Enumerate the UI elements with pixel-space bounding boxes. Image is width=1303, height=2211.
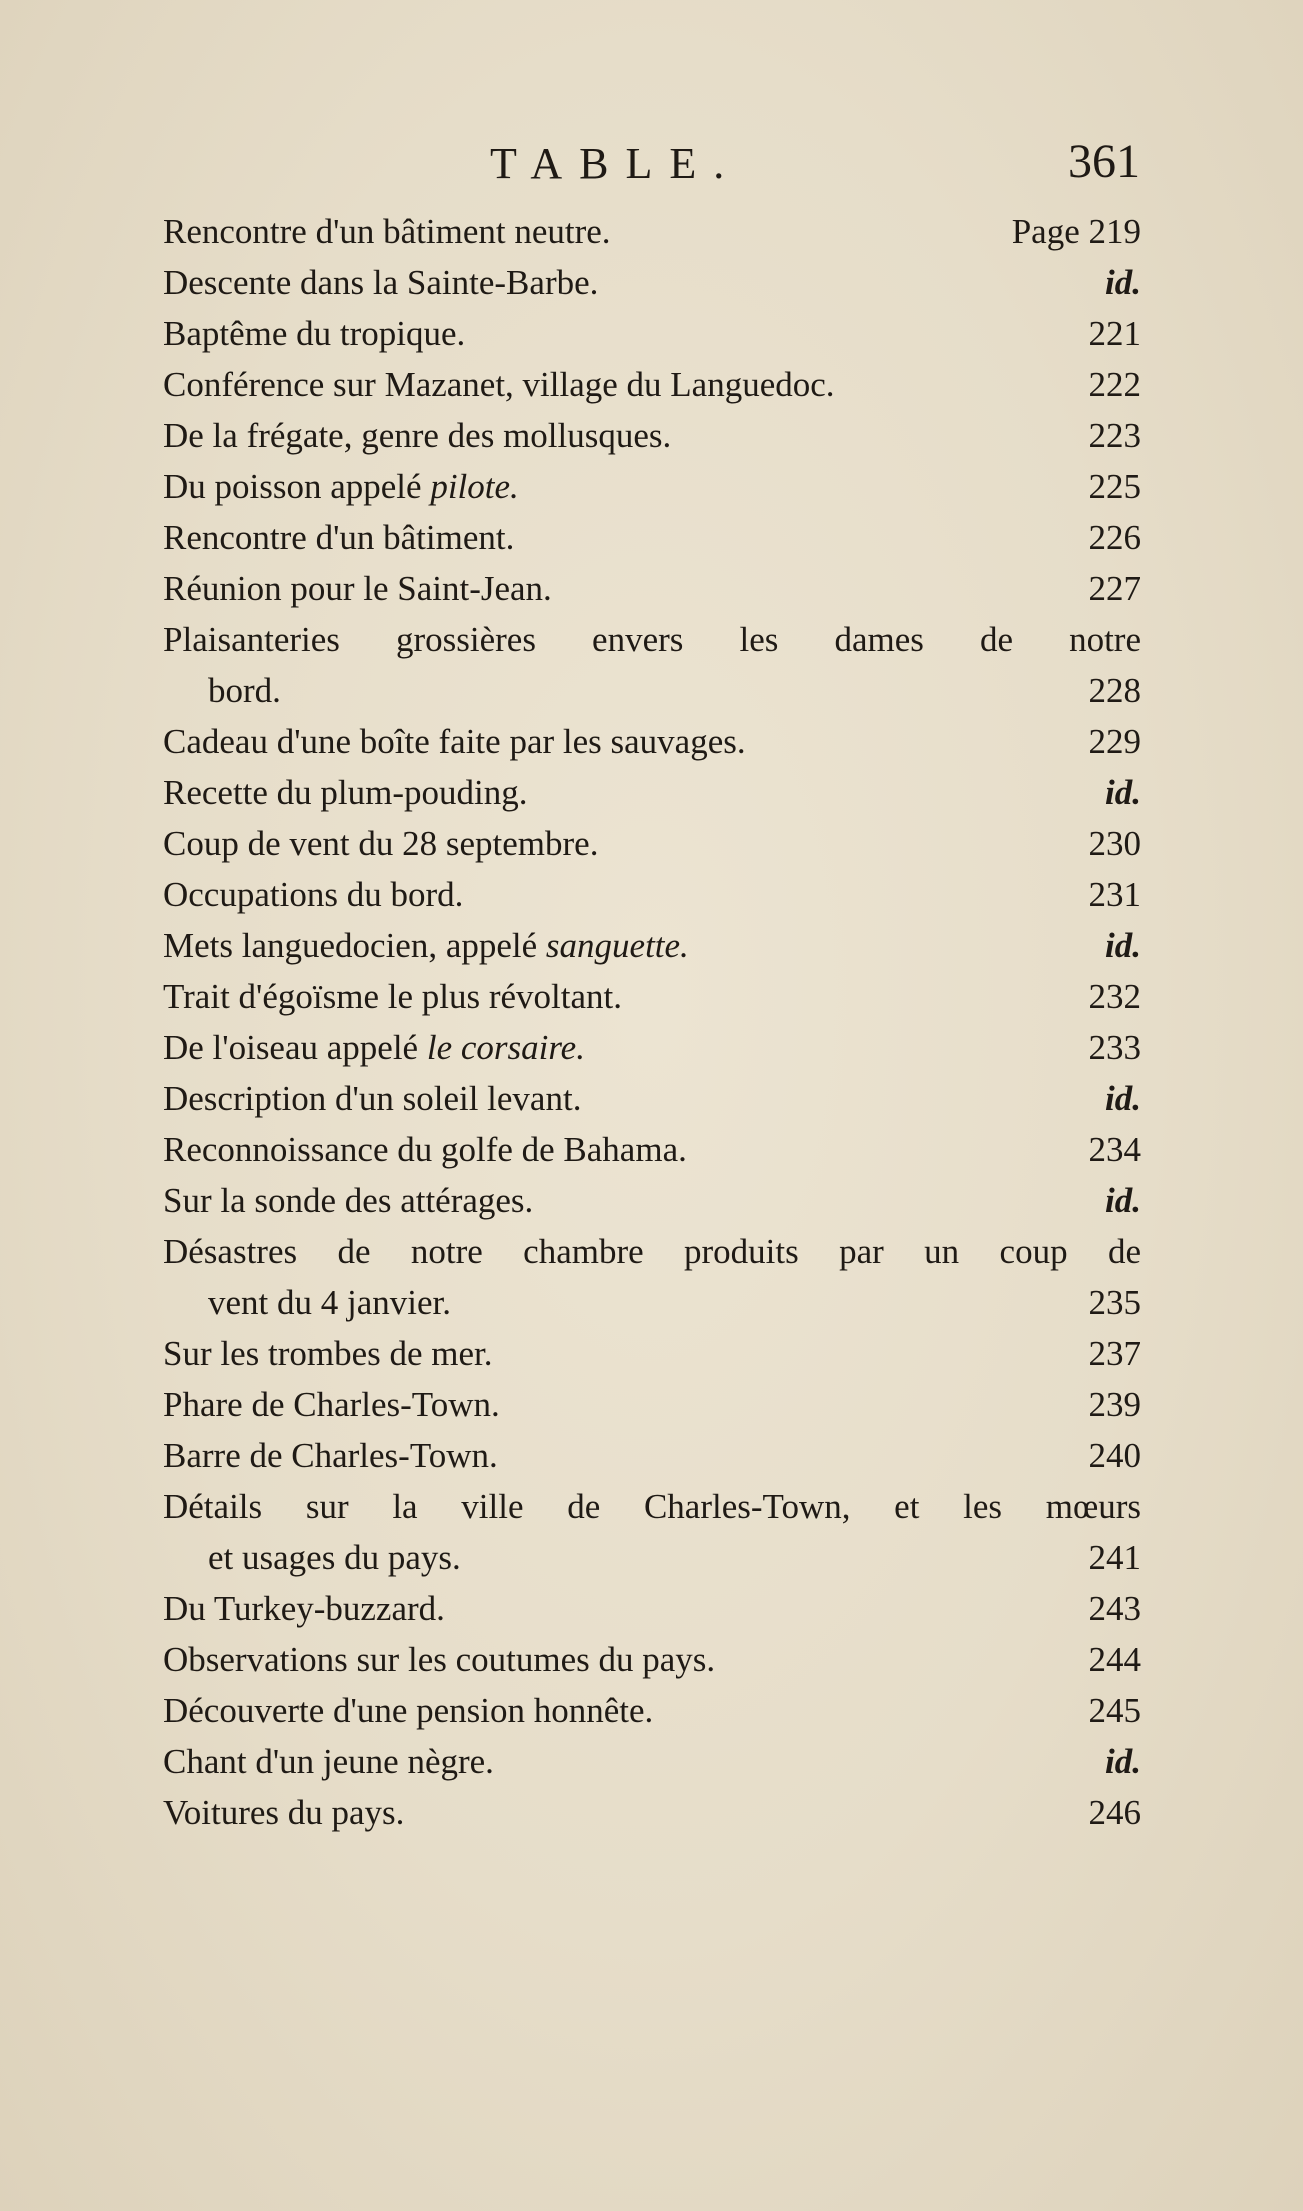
toc-entry: [163, 1328, 1141, 1379]
table-of-contents: [163, 206, 1141, 1838]
entry-page: id.: [1105, 773, 1141, 812]
toc-entry: [163, 971, 1141, 1022]
entry-page: 230: [1088, 824, 1141, 863]
entry-page: 229: [1088, 722, 1141, 761]
entry-page: 228: [1088, 671, 1141, 710]
toc-entry: [163, 359, 1141, 410]
entry-title: Coup de vent du 28 septembre.: [163, 824, 599, 863]
entry-title: Découverte d'une pension honnête.: [163, 1691, 654, 1730]
toc-entry-continuation: [163, 665, 1141, 716]
entry-title: Réunion pour le Saint-Jean.: [163, 569, 552, 608]
entry-title-italic: le corsaire.: [426, 1028, 585, 1067]
toc-entry: [163, 767, 1141, 818]
toc-entry: [163, 1379, 1141, 1430]
entry-page: 233: [1088, 1028, 1141, 1067]
entry-page: 221: [1088, 314, 1141, 353]
toc-entry: [163, 1736, 1141, 1787]
entry-page: 244: [1088, 1640, 1141, 1679]
entry-page: 237: [1088, 1334, 1141, 1373]
entry-page: 225: [1088, 467, 1141, 506]
entry-title-text: Mets languedocien, appelé: [163, 926, 546, 965]
entry-title-italic: sanguette.: [545, 926, 689, 965]
entry-page: 222: [1088, 365, 1141, 404]
toc-entry: [163, 1073, 1141, 1124]
entry-title: Barre de Charles-Town.: [163, 1436, 498, 1475]
entry-page: 226: [1088, 518, 1141, 557]
entry-page: 232: [1088, 977, 1141, 1016]
entry-title: Plaisanteries grossières envers les dames de notre: [163, 620, 1141, 659]
entry-page: id.: [1105, 926, 1141, 965]
toc-entry: [163, 461, 1141, 512]
entry-title: Du Turkey-buzzard.: [163, 1589, 445, 1628]
entry-title: Chant d'un jeune nègre.: [163, 1742, 494, 1781]
entry-title: Phare de Charles-Town.: [163, 1385, 500, 1424]
header-title: TABLE.: [490, 139, 742, 188]
toc-entry: [163, 563, 1141, 614]
entry-title: Observations sur les coutumes du pays.: [163, 1640, 716, 1679]
entry-title-text: Du poisson appelé: [163, 467, 431, 506]
entry-title: Reconnoissance du golfe de Bahama.: [163, 1130, 687, 1169]
toc-entry: [163, 818, 1141, 869]
toc-entry-continuation: [163, 1532, 1141, 1583]
entry-title: [163, 920, 689, 971]
entry-page: 239: [1088, 1385, 1141, 1424]
entry-page: id.: [1105, 1742, 1141, 1781]
entry-title: [163, 461, 519, 512]
entry-page: 234: [1088, 1130, 1141, 1169]
entry-title: Voitures du pays.: [163, 1793, 405, 1832]
toc-entry: [163, 1022, 1141, 1073]
toc-entry: [163, 1481, 1141, 1532]
entry-title: Conférence sur Mazanet, village du Languedoc.: [163, 365, 835, 404]
entry-page: id.: [1105, 1181, 1141, 1220]
toc-entry: [163, 920, 1141, 971]
entry-page: 241: [1088, 1538, 1141, 1577]
entry-title: Rencontre d'un bâtiment.: [163, 518, 515, 557]
entry-title: Désastres de notre chambre produits par un coup de: [163, 1232, 1141, 1271]
entry-page: 235: [1088, 1283, 1141, 1322]
entry-title: Recette du plum-pouding.: [163, 773, 528, 812]
toc-entry: [163, 1124, 1141, 1175]
entry-title: Descente dans la Sainte-Barbe.: [163, 263, 599, 302]
entry-page: id.: [1105, 1079, 1141, 1118]
toc-entry: [163, 716, 1141, 767]
header-page-number: 361: [1068, 135, 1140, 188]
entry-page: 246: [1088, 1793, 1141, 1832]
entry-page: Page 219: [1011, 212, 1141, 251]
entry-page: 231: [1088, 875, 1141, 914]
entry-title: Trait d'égoïsme le plus révoltant.: [163, 977, 622, 1016]
toc-entry: [163, 869, 1141, 920]
entry-title: Rencontre d'un bâtiment neutre.: [163, 212, 611, 251]
entry-page: 227: [1088, 569, 1141, 608]
entry-title: De la frégate, genre des mollusques.: [163, 416, 672, 455]
toc-entry: [163, 512, 1141, 563]
entry-title: Cadeau d'une boîte faite par les sauvages.: [163, 722, 746, 761]
toc-entry: [163, 1175, 1141, 1226]
toc-entry: [163, 410, 1141, 461]
toc-entry-continuation: [163, 1277, 1141, 1328]
entry-title-italic: pilote.: [430, 467, 519, 506]
toc-entry: [163, 1787, 1141, 1838]
entry-title: vent du 4 janvier.: [208, 1283, 452, 1322]
toc-entry: [163, 308, 1141, 359]
toc-entry: [163, 1583, 1141, 1634]
toc-entry: [163, 206, 1141, 257]
entry-title: Baptême du tropique.: [163, 314, 466, 353]
entry-title: Détails sur la ville de Charles-Town, et les mœurs: [163, 1487, 1141, 1526]
toc-entry: [163, 1226, 1141, 1277]
toc-entry: [163, 1634, 1141, 1685]
toc-entry: [163, 614, 1141, 665]
entry-title: Occupations du bord.: [163, 875, 464, 914]
entry-title: Sur la sonde des attérages.: [163, 1181, 534, 1220]
entry-title-text: De l'oiseau appelé: [163, 1028, 427, 1067]
entry-page: 243: [1088, 1589, 1141, 1628]
entry-title: et usages du pays.: [208, 1538, 461, 1577]
running-header: [150, 135, 1140, 198]
entry-page: 223: [1088, 416, 1141, 455]
entry-page: id.: [1105, 263, 1141, 302]
entry-title: Description d'un soleil levant.: [163, 1079, 582, 1118]
entry-title: Sur les trombes de mer.: [163, 1334, 493, 1373]
entry-page: 245: [1088, 1691, 1141, 1730]
entry-title: [163, 1022, 585, 1073]
toc-entry: [163, 257, 1141, 308]
toc-entry: [163, 1685, 1141, 1736]
toc-entry: [163, 1430, 1141, 1481]
entry-page: 240: [1088, 1436, 1141, 1475]
entry-title: bord.: [208, 671, 281, 710]
